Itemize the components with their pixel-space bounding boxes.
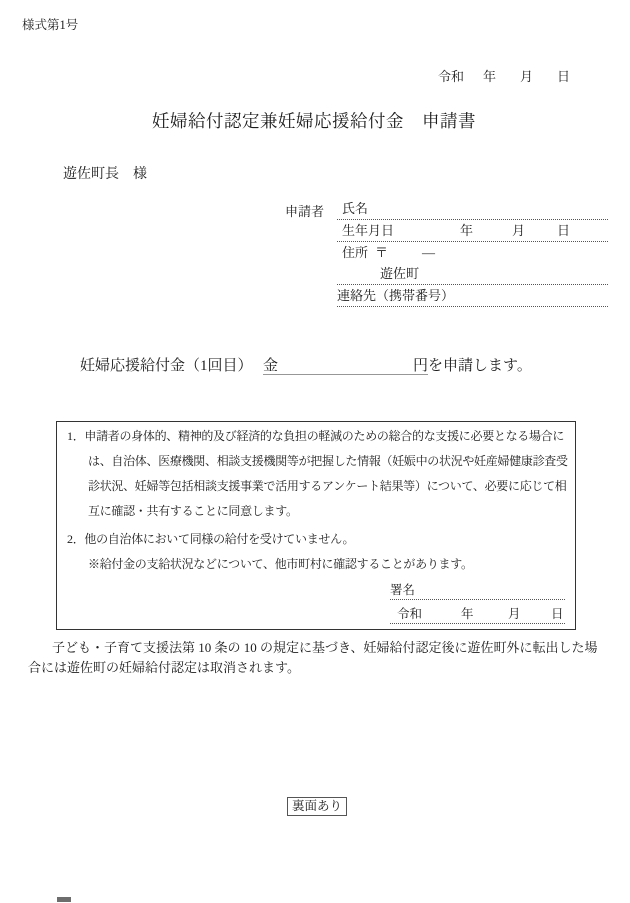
item2-number: 2． <box>67 532 85 546</box>
amount-suffix: 円 <box>413 358 429 374</box>
consent-box <box>56 421 576 630</box>
consent-item1-line2: は、自治体、医療機関、相談支援機関等が把握した情報（妊娠中の状況や妊産婦健康診査受 <box>88 454 568 468</box>
item1-number: 1． <box>67 429 85 443</box>
request-line <box>0 356 630 378</box>
sig-year-label: 年 <box>461 607 474 621</box>
address-town-line[interactable] <box>337 263 608 285</box>
item1-text-1: 申請者の身体的、精神的及び経済的な負担の軽減のための総合的な支援に必要となる場合に <box>84 429 565 443</box>
sig-day-label: 日 <box>551 607 564 621</box>
request-amount <box>263 356 532 376</box>
contact-field-line[interactable] <box>337 285 608 307</box>
request-tail: を申請します。 <box>428 358 532 374</box>
consent-item1-line4: 互に確認・共有することに同意します。 <box>88 504 298 518</box>
signature-line[interactable] <box>390 582 565 600</box>
address-postal-line[interactable] <box>337 242 608 263</box>
signature-label: 署名 <box>390 583 416 597</box>
signature-date-line[interactable] <box>390 606 565 624</box>
item2-text: 他の自治体において同様の給付を受けていません。 <box>84 532 355 546</box>
day-label: 日 <box>557 69 571 84</box>
applicant-label: 申請者 <box>285 204 325 219</box>
consent-item2-line <box>67 527 354 552</box>
birth-month-label: 月 <box>512 223 526 238</box>
amount-blank[interactable] <box>278 369 413 370</box>
address-label: 住所 <box>342 245 369 260</box>
sig-era-label: 令和 <box>397 607 423 621</box>
consent-item2-note: ※給付金の支給状況などについて、他市町村に確認することがあります。 <box>88 557 473 571</box>
birthdate-field-line[interactable] <box>337 220 608 242</box>
sig-month-label: 月 <box>508 607 521 621</box>
form-number: 様式第1号 <box>22 18 79 32</box>
birth-label: 生年月日 <box>342 223 395 238</box>
closing-line-2: 合には遊佐町の妊婦給付認定は取消されます。 <box>28 660 300 675</box>
amount-prefix: 金 <box>263 358 279 374</box>
era-label: 令和 <box>438 69 465 84</box>
page-title: 妊婦給付認定兼妊婦応援給付金 申請書 <box>152 111 476 131</box>
birth-year-label: 年 <box>460 223 474 238</box>
contact-label: 連絡先（携帯番号） <box>337 288 455 303</box>
month-label: 月 <box>520 69 534 84</box>
header-date-line[interactable] <box>0 66 630 84</box>
consent-item1-line1 <box>67 424 564 449</box>
closing-note <box>28 638 598 678</box>
postal-dash: ― <box>422 245 435 260</box>
page-edge-mark <box>57 897 71 902</box>
birth-day-label: 日 <box>557 223 571 238</box>
applicant-fields <box>337 198 608 307</box>
postal-mark: 〒 <box>375 245 389 260</box>
request-lead: 妊婦応援給付金（1回目） <box>80 358 253 374</box>
year-label: 年 <box>483 69 497 84</box>
town-label: 遊佐町 <box>380 266 420 281</box>
addressee: 遊佐町長 様 <box>63 167 147 182</box>
name-field-line[interactable] <box>337 198 608 220</box>
amount-field[interactable] <box>263 358 428 375</box>
back-side-badge: 裏面あり <box>287 797 347 816</box>
closing-line-1: 子ども・子育て支援法第 10 条の 10 の規定に基づき、妊婦給付認定後に遊佐町外に転出した場 <box>39 640 598 655</box>
name-label: 氏名 <box>342 201 369 216</box>
consent-item1-line3: 診状況、妊婦等包括相談支援事業で活用するアンケート結果等）について、必要に応じて相 <box>88 479 567 493</box>
